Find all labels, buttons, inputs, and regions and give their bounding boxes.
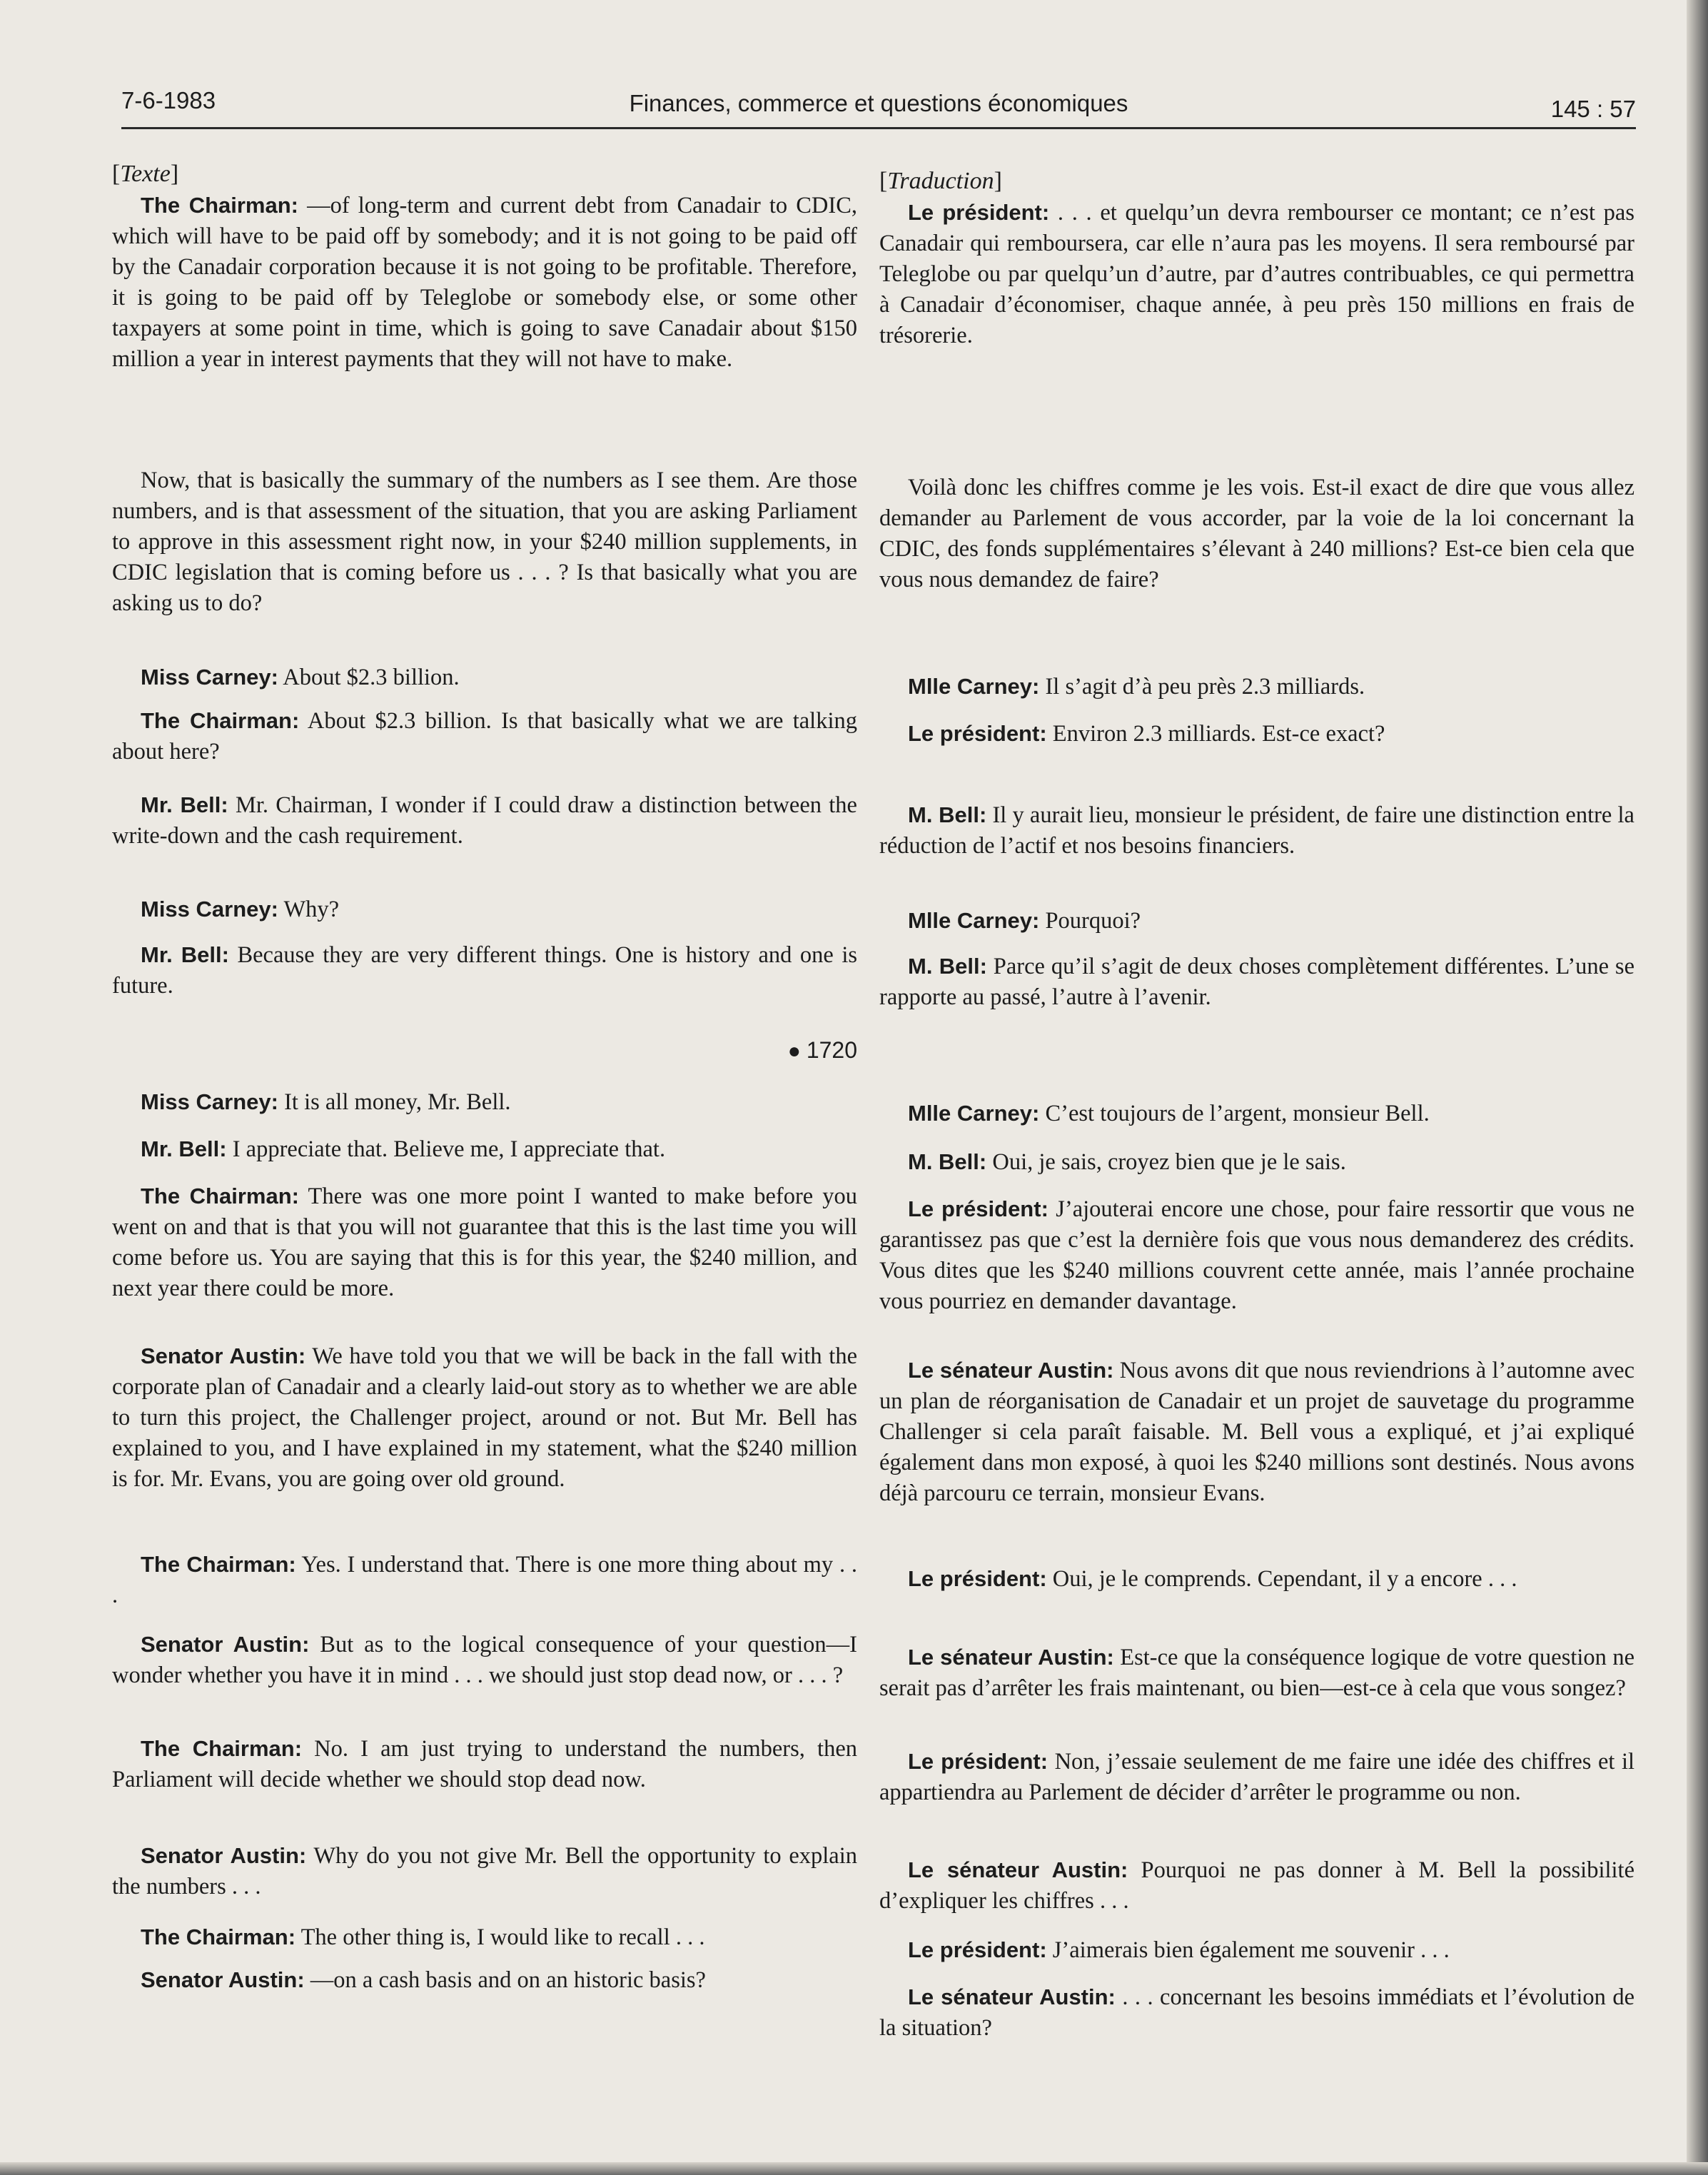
column-label: [Texte]: [112, 161, 179, 187]
paragraph-text: It is all money, Mr. Bell.: [278, 1089, 511, 1115]
paragraph: [879, 671, 1634, 702]
speaker-name: M. Bell:: [908, 802, 987, 827]
speaker-name: The Chairman:: [141, 1736, 303, 1761]
paragraph: [112, 1733, 857, 1795]
speaker-name: The Chairman:: [141, 1924, 296, 1949]
paragraph: [112, 1134, 857, 1165]
page-edge-bottom: [0, 2162, 1708, 2175]
speaker-name: Senator Austin:: [141, 1967, 305, 1992]
paragraph-text: About $2.3 billion. Is that basically what we are talking about here?: [112, 708, 857, 764]
speaker-name: The Chairman:: [141, 193, 298, 218]
paragraph: [112, 705, 857, 767]
bullet-icon: ●: [787, 1039, 801, 1063]
paragraph-text: About $2.3 billion.: [278, 665, 460, 690]
speaker-name: Senator Austin:: [141, 1632, 310, 1657]
paragraph-text: Pourquoi?: [1039, 908, 1141, 934]
paragraph-text: —of long-term and current debt from Canadair to CDIC, which will have to be paid off by somebody; and it is not going to be paid off by the Canadair corporation because it is not going to be profitable. Therefore, it is going to be paid off by Teleglobe or somebody else, or some other taxpayers at some point in time, which is going to save Canadair about $150 million a year in interest payments that they will not have to make.: [112, 193, 857, 372]
paragraph: [112, 1629, 857, 1691]
paragraph-text: Il s’agit d’à peu près 2.3 milliards.: [1039, 674, 1365, 700]
speaker-name: Le président:: [908, 200, 1050, 225]
speaker-name: Le président:: [908, 1196, 1048, 1221]
paragraph-text: Pourquoi ne pas donner à M. Bell la possibilité d’expliquer les chiffres . . .: [879, 1857, 1635, 1914]
paragraph: [112, 465, 857, 619]
paragraph-text: Why?: [278, 897, 340, 922]
speaker-name: Le président:: [908, 1749, 1048, 1774]
paragraph: [112, 1341, 857, 1495]
header-date: 7-6-1983: [121, 87, 216, 113]
header-title: Finances, commerce et questions économiques: [629, 90, 1128, 116]
paragraph-text: There was one more point I wanted to make before you went on and that is that you will not guarantee that this is the last time you will come before us. You are saying that this is for this year, the $240 million, and next year there could be more.: [112, 1184, 858, 1301]
paragraph: [879, 951, 1634, 1013]
paragraph-text: Voilà donc les chiffres comme je les vois. Est-il exact de dire que vous allez demander au Parlement de vous accorder, par la voie de la loi concernant la CDIC, des fonds supplémentaires s’élevant à 240 millions? Est-ce bien cela que vous nous demandez de faire?: [879, 475, 1634, 592]
paragraph-text: But as to the logical consequence of your question—I wonder whether you have it in mind . . . we should just stop dead now, or . . . ?: [112, 1632, 857, 1688]
paragraph: [879, 1194, 1634, 1317]
paragraph-text: No. I am just trying to understand the numbers, then Parliament will decide whether we should stop dead now.: [112, 1736, 857, 1792]
paragraph: [879, 1642, 1634, 1704]
paragraph: [112, 1549, 857, 1611]
paragraph-text: Parce qu’il s’agit de deux choses complètement différentes. L’une se rapporte au passé, l’autre à l’avenir.: [879, 954, 1634, 1010]
paragraph: [879, 197, 1634, 351]
column-label: [Traduction]: [879, 168, 1002, 194]
paragraph-text: . . . concernant les besoins immédiats et l’évolution de la situation?: [879, 1984, 1634, 2041]
speaker-name: M. Bell:: [908, 954, 987, 979]
speaker-name: Mlle Carney:: [908, 1101, 1040, 1126]
speaker-name: Mr. Bell:: [141, 1136, 227, 1161]
speaker-name: Miss Carney:: [141, 1089, 278, 1114]
speaker-name: The Chairman:: [141, 1552, 296, 1577]
speaker-name: Le président:: [908, 721, 1047, 746]
paragraph: [112, 1086, 857, 1118]
speaker-name: Mlle Carney:: [908, 674, 1040, 699]
paragraph: [879, 1563, 1634, 1595]
paragraph-text: J’ajouterai encore une chose, pour faire ressortir que vous ne garantissez pas que c’est la dernière fois que vous nous demanderez des crédits. Vous dites que les $240 millions couvrent cette année, mais l’année prochaine vous pourriez en demander davantage.: [879, 1196, 1634, 1314]
speaker-name: Le président:: [908, 1566, 1047, 1591]
paragraph: [879, 718, 1634, 750]
speaker-name: M. Bell:: [908, 1149, 987, 1174]
speaker-name: Senator Austin:: [141, 1843, 307, 1868]
header-page-number: 145 : 57: [1550, 96, 1636, 122]
paragraph: [112, 789, 857, 852]
paragraph: [112, 894, 857, 925]
speaker-name: Senator Austin:: [141, 1343, 306, 1368]
paragraph-text: Il y aurait lieu, monsieur le président, de faire une distinction entre la réduction de l’actif et nos besoins financiers.: [879, 802, 1634, 859]
paragraph: [879, 473, 1634, 595]
paragraph: [879, 1098, 1634, 1129]
paragraph-text: Why do you not give Mr. Bell the opportunity to explain the numbers . . .: [112, 1843, 857, 1899]
page-edge-right: [1687, 0, 1708, 2175]
paragraph-text: The other thing is, I would like to recall . . .: [295, 1924, 705, 1950]
paragraph-text: Oui, je sais, croyez bien que je le sais.: [986, 1149, 1346, 1175]
paragraph-text: Mr. Chairman, I wonder if I could draw a distinction between the write-down and the cash requirement.: [112, 792, 857, 849]
paragraph-text: Because they are very different things. One is history and one is future.: [112, 942, 857, 999]
paragraph: [112, 1840, 857, 1902]
paragraph-text: Yes. I understand that. There is one more thing about my . . .: [112, 1552, 858, 1608]
paragraph: [879, 1746, 1634, 1808]
speaker-name: The Chairman:: [141, 708, 300, 733]
paragraph: [879, 1934, 1634, 1966]
paragraph: [112, 1922, 857, 1953]
paragraph-text: Non, j’essaie seulement de me faire une idée des chiffres et il appartiendra au Parlement de décider d’arrêter le programme ou non.: [879, 1749, 1634, 1805]
paragraph-text: —on a cash basis and on an historic basis?: [304, 1967, 706, 1993]
time-marker: ● 1720: [787, 1037, 857, 1063]
paragraph-text: Environ 2.3 milliards. Est-ce exact?: [1046, 721, 1385, 747]
paragraph-text: We have told you that we will be back in the fall with the corporate plan of Canadair and a clearly laid-out story as to whether we are able to turn this project, the Challenger project, around or not. But Mr. Bell has explained to you, and I have explained in my statement, what the $240 million is for. Mr. Evans, you are going over old ground.: [112, 1343, 858, 1492]
speaker-name: Mlle Carney:: [908, 908, 1040, 933]
paragraph-text: Now, that is basically the summary of the numbers as I see them. Are those numbers, and is that assessment of the situation, that you are asking Parliament to approve in this assessment right now, in your $240 million supplements, in CDIC legislation that is coming before us . . . ? Is that basically what you are asking us to do?: [112, 468, 857, 616]
paragraph: [112, 1964, 857, 1996]
speaker-name: Le sénateur Austin:: [908, 1984, 1116, 2009]
paragraph: [112, 939, 857, 1001]
speaker-name: The Chairman:: [141, 1184, 299, 1208]
speaker-name: Miss Carney:: [141, 665, 278, 690]
paragraph: [879, 1146, 1634, 1178]
speaker-name: Le président:: [908, 1937, 1047, 1962]
paragraph: [879, 799, 1634, 862]
paragraph-text: J’aimerais bien également me souvenir . . .: [1046, 1937, 1450, 1963]
speaker-name: Mr. Bell:: [141, 792, 228, 817]
paragraph-text: C’est toujours de l’argent, monsieur Bell.: [1039, 1101, 1430, 1126]
speaker-name: Le sénateur Austin:: [908, 1645, 1114, 1670]
paragraph: [112, 662, 857, 693]
paragraph: [112, 190, 857, 375]
speaker-name: Le sénateur Austin:: [908, 1857, 1128, 1882]
paragraph: [879, 1355, 1634, 1509]
paragraph: [112, 1181, 857, 1304]
paragraph-text: . . . et quelqu’un devra rembourser ce montant; ce n’est pas Canadair qui remboursera, car elle n’aura pas les moyens. Il sera remboursé par Teleglobe ou par quelqu’un d’autre, par d’autres contribuables, ce qui permettra à Canadair d’économiser, chaque année, à peu près 150 millions en frais de trésorerie.: [879, 200, 1634, 348]
paragraph: [879, 905, 1634, 937]
speaker-name: Le sénateur Austin:: [908, 1358, 1114, 1383]
paragraph: [879, 1854, 1634, 1917]
paragraph-text: I appreciate that. Believe me, I appreciate that.: [226, 1136, 666, 1162]
paragraph-text: Est-ce que la conséquence logique de votre question ne serait pas d’arrêter les frais maintenant, ou bien—est-ce à cela que vous songez?: [879, 1645, 1635, 1701]
paragraph: [879, 1982, 1634, 2044]
paragraph-text: Nous avons dit que nous reviendrions à l’automne avec un plan de réorganisation de Canadair et un projet de sauvetage du programme Challenger si cela paraît faisable. M. Bell vous a expliqué, et j’ai expliqué également dans mon exposé, à quoi les $240 millions sont destinés. Nous avons déjà parcouru ce terrain, monsieur Evans.: [879, 1358, 1634, 1506]
running-header: [121, 84, 1636, 129]
speaker-name: Miss Carney:: [141, 897, 278, 922]
paragraph-text: Oui, je le comprends. Cependant, il y a encore . . .: [1046, 1566, 1517, 1592]
speaker-name: Mr. Bell:: [141, 942, 229, 967]
